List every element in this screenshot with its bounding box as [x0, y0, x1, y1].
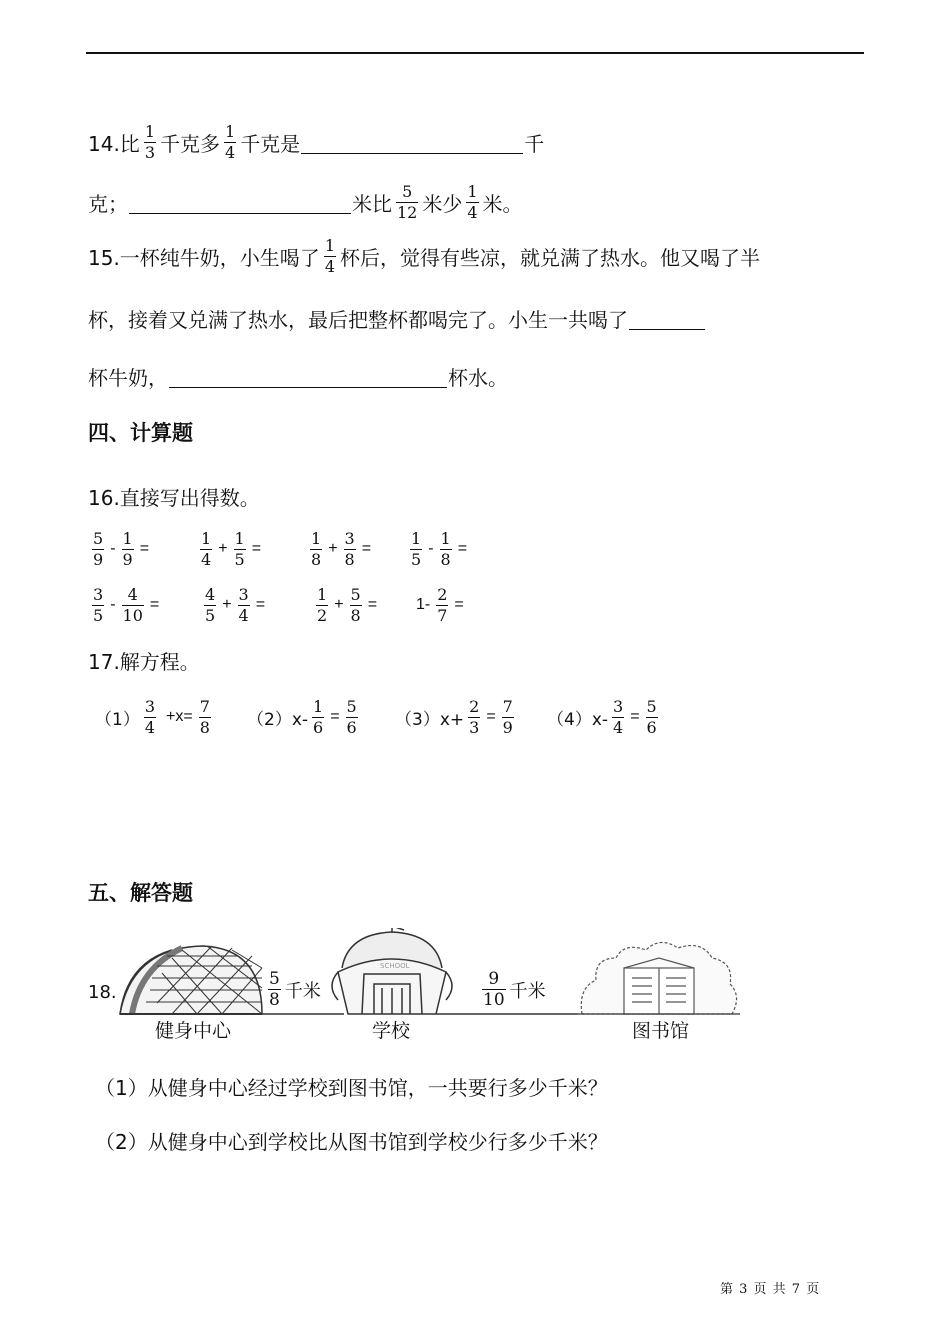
- section-heading: 四、计算题: [88, 421, 193, 445]
- q14-line2: [88, 182, 523, 222]
- equation: （1） $\frac{3}{4}$ +x= $\frac{7}{8}$: [95, 696, 210, 737]
- calc-item: $\frac{1}{4}$ + $\frac{1}{5}$ =: [201, 528, 262, 569]
- equation: （3）x+ $\frac{2}{3}$ = $\frac{7}{9}$: [395, 696, 513, 737]
- fraction: $\frac{1}{4}$: [225, 121, 236, 162]
- section-heading: 五、解答题: [88, 881, 193, 905]
- calc-item: $\frac{1}{5}$ - $\frac{1}{8}$ =: [411, 528, 468, 569]
- q18-number: 18.: [88, 982, 117, 1003]
- q14-text: 千克是: [240, 131, 301, 156]
- q14-text: 米。: [482, 191, 523, 216]
- fraction: $\frac{1}{3}$: [144, 121, 155, 162]
- q15-line1: [88, 236, 760, 276]
- q14-text: 千: [524, 131, 545, 156]
- answer-blank[interactable]: [169, 365, 447, 388]
- q15-line2: [88, 298, 706, 338]
- school-icon: [332, 928, 452, 1014]
- calc-item: $\frac{3}{5}$ - $\frac{4}{10}$ =: [93, 584, 160, 625]
- svg-text:SCHOOL: SCHOOL: [380, 962, 410, 970]
- q14-prefix: 14.比: [88, 131, 140, 156]
- q14-line1: [88, 122, 544, 162]
- fraction: $\frac{5}{12}$: [397, 181, 418, 222]
- q15-text: 杯，接着又兑满了热水，最后把整杯都喝完了。小生一共喝了: [88, 307, 628, 332]
- place-label-school: 学校: [372, 1020, 411, 1042]
- distance-label-2: $\frac{9}{10}$ 千米: [483, 969, 546, 1010]
- fraction: $\frac{1}{4}$: [467, 181, 478, 222]
- q16-title: 16.直接写出得数。: [88, 485, 260, 510]
- q15-text: 杯水。: [448, 365, 508, 390]
- fraction: $\frac{1}{4}$: [324, 235, 335, 276]
- distance-label-1: $\frac{5}{8}$ 千米: [269, 969, 321, 1010]
- calc-item: 1- $\frac{2}{7}$ =: [416, 584, 464, 625]
- q17-title: 17.解方程。: [88, 649, 200, 674]
- q15-line3: [88, 356, 508, 396]
- q15-text: 杯牛奶，: [88, 365, 168, 390]
- q14-text: 克；: [88, 191, 128, 216]
- q14-text: 千克多: [160, 131, 220, 156]
- q15-text: 杯后，觉得有些凉，就兑满了热水。他又喝了半: [340, 245, 760, 270]
- fitness-center-icon: [120, 946, 262, 1014]
- header-rule: [86, 52, 864, 54]
- library-icon: [581, 942, 736, 1014]
- answer-blank[interactable]: [129, 191, 351, 214]
- place-label-library: 图书馆: [632, 1020, 690, 1042]
- q18-sub2: （2）从健身中心到学校比从图书馆到学校少行多少千米？: [95, 1130, 608, 1154]
- place-label-fitness: 健身中心: [155, 1020, 232, 1042]
- answer-blank[interactable]: [629, 307, 705, 330]
- answer-blank[interactable]: [301, 131, 523, 154]
- calc-item: $\frac{4}{5}$ + $\frac{3}{4}$ =: [205, 584, 266, 625]
- equation: （2）x- $\frac{1}{6}$ = $\frac{5}{6}$: [247, 696, 357, 737]
- q18-sub1: （1）从健身中心经过学校到图书馆，一共要行多少千米？: [95, 1076, 608, 1100]
- equation: （4）x- $\frac{3}{4}$ = $\frac{5}{6}$: [547, 696, 657, 737]
- page-number: 第 3 页 共 7 页: [720, 1282, 821, 1297]
- q14-text: 米比: [352, 191, 392, 216]
- q15-text: 15.一杯纯牛奶，小生喝了: [88, 245, 320, 270]
- calc-item: $\frac{5}{9}$ - $\frac{1}{9}$ =: [93, 528, 150, 569]
- calc-item: $\frac{1}{8}$ + $\frac{3}{8}$ =: [311, 528, 372, 569]
- calc-item: $\frac{1}{2}$ + $\frac{5}{8}$ =: [317, 584, 378, 625]
- q14-text: 米少: [422, 191, 463, 216]
